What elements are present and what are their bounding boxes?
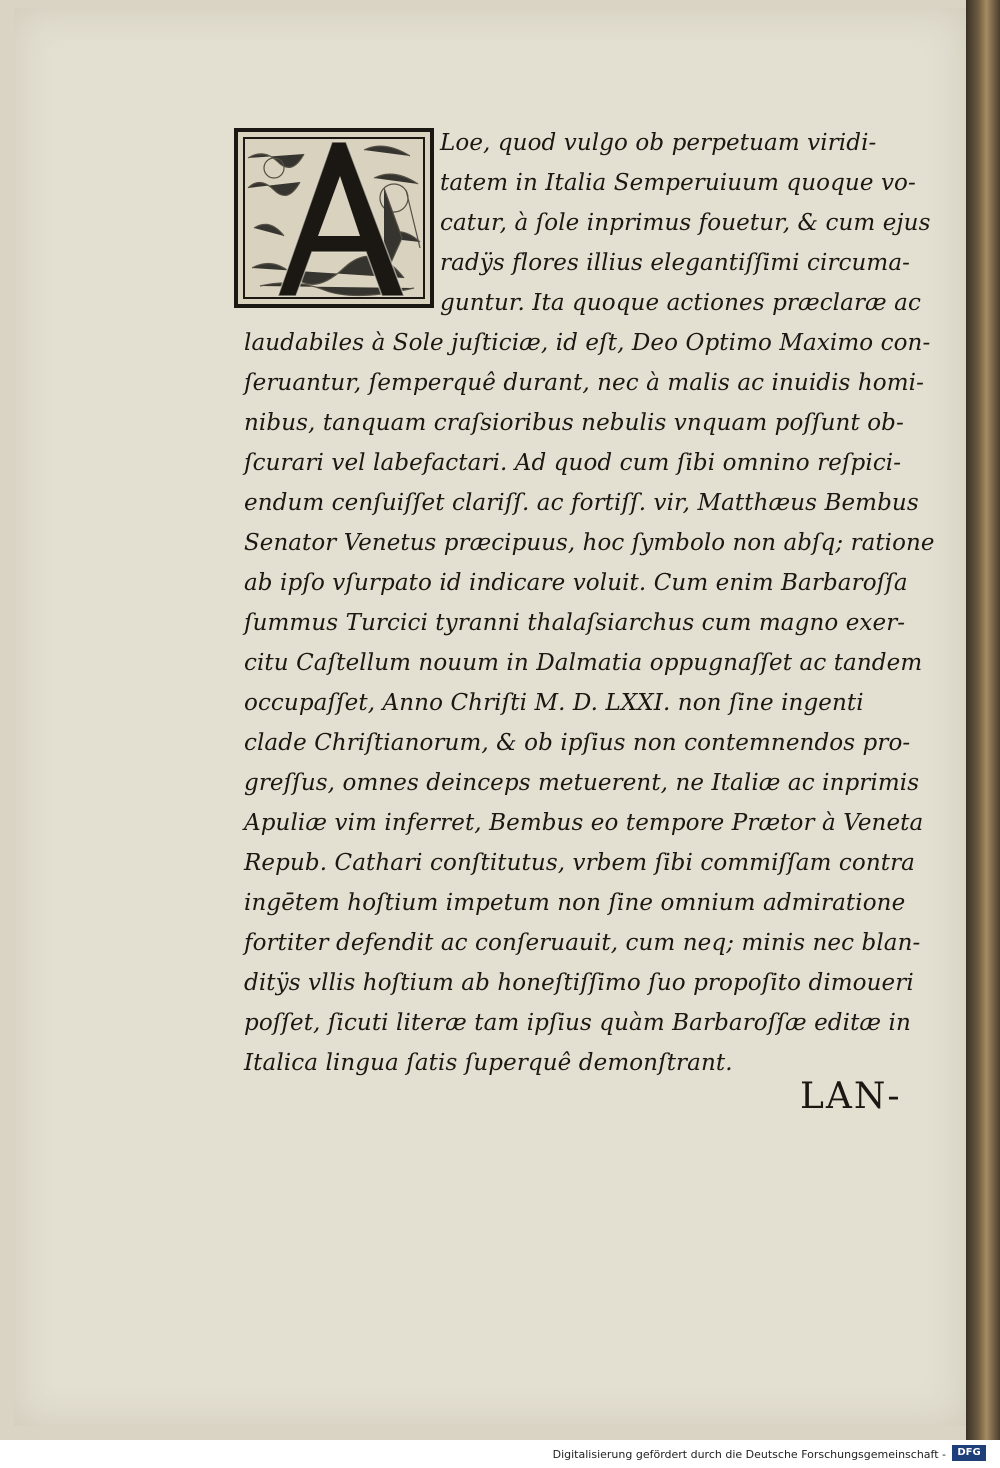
text-line: ab ipſo vſurpato id indicare voluit. Cum enim Barbaroſſa bbox=[244, 570, 908, 596]
text-line: guntur. Ita quoque actiones præclaræ ac bbox=[440, 290, 921, 316]
text-line: poſſet, ſicuti literæ tam ipſius quàm Barbaroſſæ editæ in bbox=[244, 1010, 911, 1036]
catchword: LAN- bbox=[800, 1076, 902, 1117]
decorated-initial bbox=[234, 128, 434, 308]
text-line: nibus, tanquam craſsioribus nebulis vnquam poſſunt ob- bbox=[244, 410, 904, 436]
text-line: ſummus Turcici tyranni thalaſsiarchus cum magno exer- bbox=[244, 610, 906, 636]
text-line: clade Chriſtianorum, & ob ipſius non contemnendos pro- bbox=[244, 730, 911, 756]
text-line: endum cenſuiſſet clariſſ. ac fortiſſ. vir, Matthæus Bembus bbox=[244, 490, 919, 516]
book-spine-edge bbox=[966, 0, 1000, 1440]
funding-notice: Digitalisierung gefördert durch die Deutsche Forschungsgemeinschaft - bbox=[552, 1448, 946, 1461]
dfg-logo-icon: DFG bbox=[952, 1445, 986, 1461]
text-line: laudabiles à Sole juſticiæ, id eſt, Deo Optimo Maximo con- bbox=[244, 330, 931, 356]
text-line: Italica lingua ſatis ſuperquê demonſtrant. bbox=[244, 1050, 733, 1076]
text-line: radÿs flores illius elegantiſſimi circuma- bbox=[440, 250, 911, 276]
text-line: ſeruantur, ſemperquê durant, nec à malis ac inuidis homi- bbox=[244, 370, 924, 396]
text-line: tatem in Italia Semperuiuum quoque vo- bbox=[440, 170, 916, 196]
text-line: Repub. Cathari conſtitutus, vrbem ſibi commiſſam contra bbox=[244, 850, 915, 876]
text-line: catur, à ſole inprimus fouetur, & cum ejus bbox=[440, 210, 931, 236]
text-line: Loe, quod vulgo ob perpetuam viridi- bbox=[440, 130, 877, 156]
text-line: citu Caſtellum nouum in Dalmatia oppugnaſſet ac tandem bbox=[244, 650, 923, 676]
text-line: greſſus, omnes deinceps metuerent, ne Italiæ ac inprimis bbox=[244, 770, 920, 796]
text-line: ditÿs vllis hoſtium ab honeſtiſſimo ſuo propoſito dimoueri bbox=[244, 970, 914, 996]
text-line: Apuliæ vim inferret, Bembus eo tempore Prætor à Veneta bbox=[244, 810, 924, 836]
text-line: fortiter defendit ac conſeruauit, cum neq; minis nec blan- bbox=[244, 930, 921, 956]
text-line: occupaſſet, Anno Chriſti M. D. LXXI. non ſine ingenti bbox=[244, 690, 864, 716]
text-line: ingētem hoſtium impetum non ſine omnium admiratione bbox=[244, 890, 906, 916]
text-line: Senator Venetus præcipuus, hoc ſymbolo non abſq; ratione bbox=[244, 530, 935, 556]
text-line: ſcurari vel labefactari. Ad quod cum ſibi omnino reſpici- bbox=[244, 450, 902, 476]
footer-bar bbox=[0, 1440, 1000, 1468]
